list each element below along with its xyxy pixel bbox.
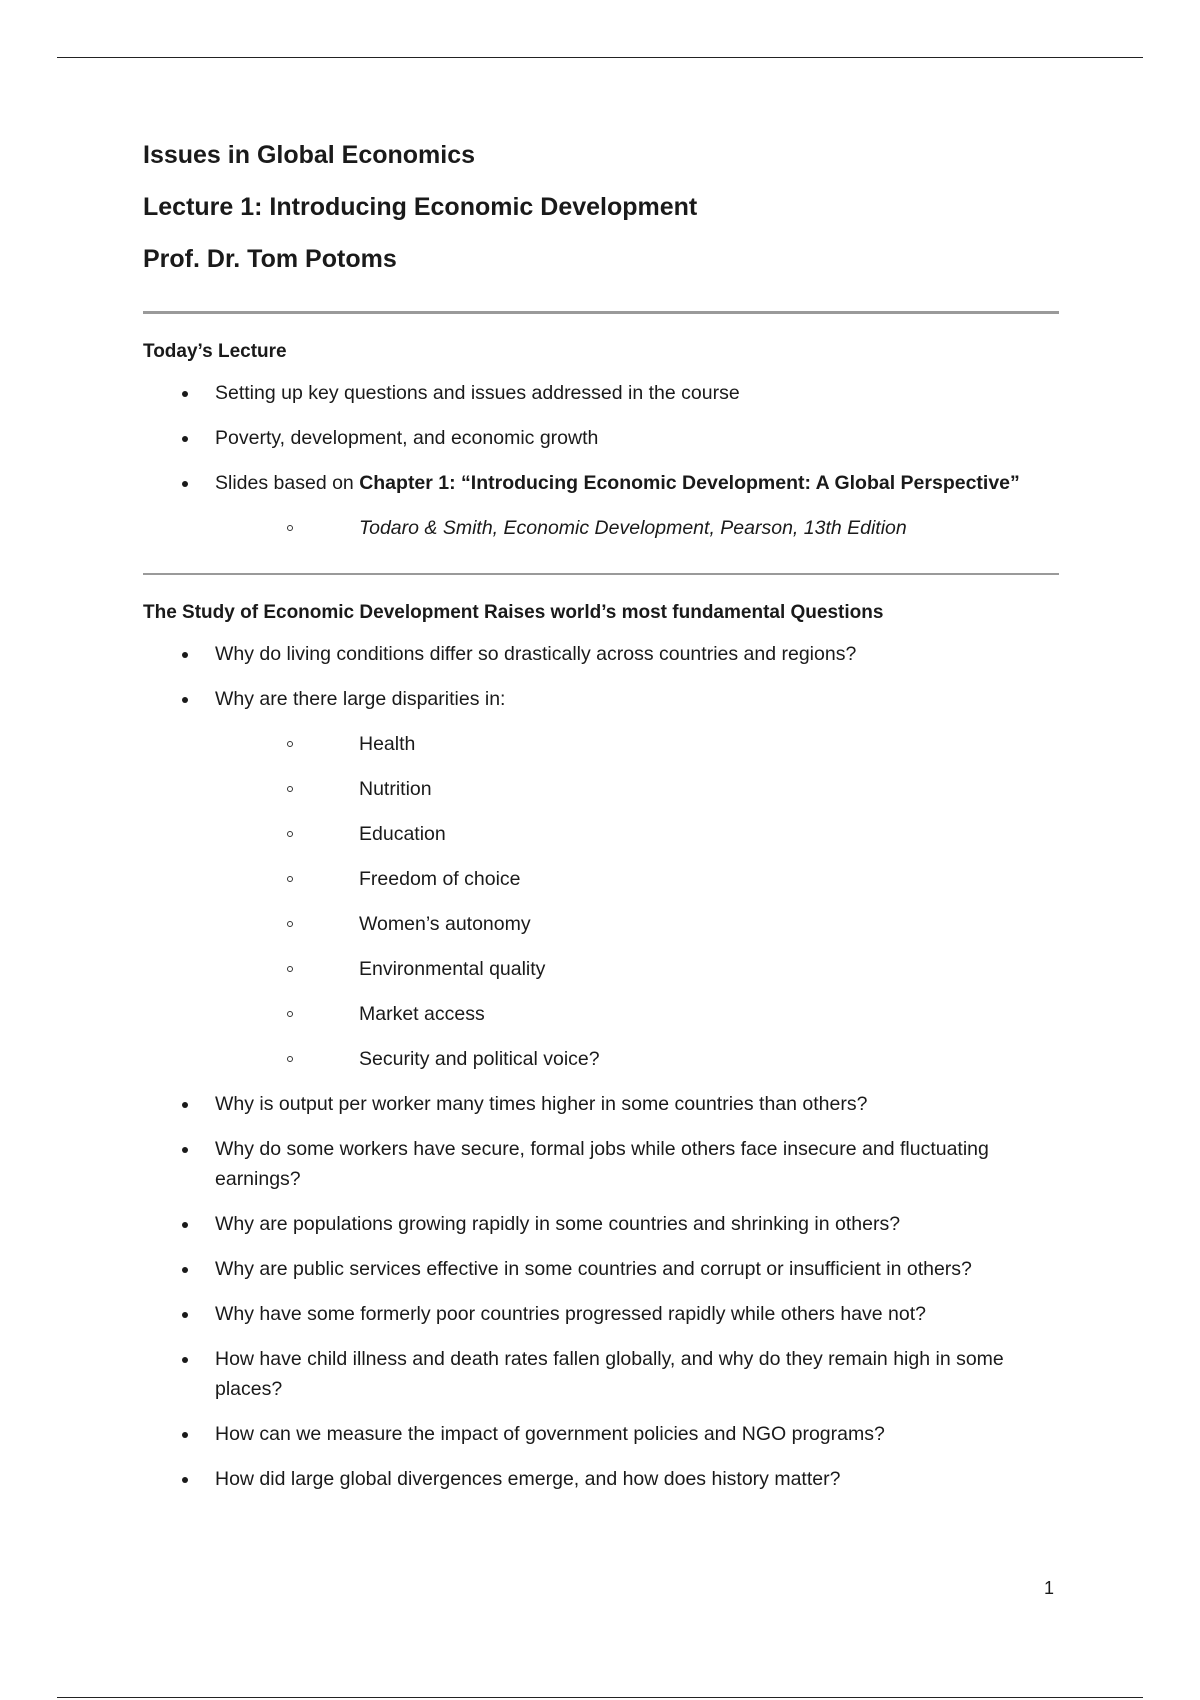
- page-top-rule: [57, 57, 1143, 58]
- page-bottom-rule: [57, 1697, 1143, 1698]
- section-divider: [143, 311, 1059, 314]
- bullet-icon: [182, 1222, 188, 1228]
- bullet-icon: [182, 1312, 188, 1318]
- section-divider: [143, 573, 1059, 575]
- textbook-reference: Todaro & Smith, Economic Development, Pearson, 13th Edition: [359, 517, 907, 539]
- hollow-bullet-icon: [287, 741, 293, 747]
- hollow-bullet-icon: [287, 1056, 293, 1062]
- sub-list-item: Women’s autonomy: [287, 909, 1059, 939]
- sub-list-item: Environmental quality: [287, 954, 1059, 984]
- bullet-icon: [182, 697, 188, 703]
- bullet-icon: [182, 652, 188, 658]
- list-item: Why do living conditions differ so drastically across countries and regions?: [143, 639, 1059, 669]
- bullet-icon: [182, 1477, 188, 1483]
- hollow-bullet-icon: [287, 831, 293, 837]
- list-item: Why have some formerly poor countries progressed rapidly while others have not?: [143, 1299, 1059, 1329]
- list-item: Why is output per worker many times higher in some countries than others?: [143, 1089, 1059, 1119]
- bullet-icon: [182, 1357, 188, 1363]
- list-item: Why are public services effective in some countries and corrupt or insufficient in others?: [143, 1254, 1059, 1284]
- bullet-icon: [182, 481, 188, 487]
- list-item: Why do some workers have secure, formal jobs while others face insecure and fluctuating earnings?: [143, 1134, 1059, 1194]
- sub-list-item: Security and political voice?: [287, 1044, 1059, 1074]
- sub-list-item: Nutrition: [287, 774, 1059, 804]
- list-item: Poverty, development, and economic growth: [143, 423, 1059, 453]
- sub-list-item: Market access: [287, 999, 1059, 1029]
- todays-lecture-list: [143, 378, 1059, 543]
- lecture-title: Lecture 1: Introducing Economic Development: [143, 193, 698, 221]
- hollow-bullet-icon: [287, 921, 293, 927]
- list-item: Why are there large disparities in: Health Nutrition Education Freedom of choice Women’s autonomy Environmental quality Market access Security and political voice?: [143, 684, 1059, 1074]
- professor-name: Prof. Dr. Tom Potoms: [143, 245, 397, 273]
- disparities-list: [215, 729, 1059, 1074]
- list-item: How can we measure the impact of government policies and NGO programs?: [143, 1419, 1059, 1449]
- bullet-icon: [182, 436, 188, 442]
- hollow-bullet-icon: [287, 966, 293, 972]
- hollow-bullet-icon: [287, 876, 293, 882]
- list-item: How have child illness and death rates fallen globally, and why do they remain high in some places?: [143, 1344, 1059, 1404]
- bullet-icon: [182, 1147, 188, 1153]
- hollow-bullet-icon: [287, 1011, 293, 1017]
- chapter-reference: Chapter 1: “Introducing Economic Development: A Global Perspective”: [359, 472, 1020, 494]
- bullet-icon: [182, 1432, 188, 1438]
- sub-list-item: Freedom of choice: [287, 864, 1059, 894]
- list-item: Setting up key questions and issues addressed in the course: [143, 378, 1059, 408]
- course-title: Issues in Global Economics: [143, 141, 476, 169]
- bullet-icon: [182, 1267, 188, 1273]
- hollow-bullet-icon: [287, 786, 293, 792]
- todays-lecture-heading: Today’s Lecture: [143, 341, 287, 362]
- bullet-icon: [182, 1102, 188, 1108]
- sub-list-item: Health: [287, 729, 1059, 759]
- questions-heading: The Study of Economic Development Raises world’s most fundamental Questions: [143, 602, 884, 623]
- list-item: How did large global divergences emerge, and how does history matter?: [143, 1464, 1059, 1494]
- list-item: Why are populations growing rapidly in some countries and shrinking in others?: [143, 1209, 1059, 1239]
- questions-list: [143, 639, 1059, 1494]
- list-item: Slides based on Chapter 1: “Introducing Economic Development: A Global Perspective” Todaro & Smith, Economic Development, Pearson, 13th Edition: [143, 468, 1059, 543]
- page-number: 1: [1044, 1578, 1055, 1598]
- bullet-icon: [182, 391, 188, 397]
- sub-list-item: Education: [287, 819, 1059, 849]
- sub-list: [215, 513, 1059, 543]
- document-body: [143, 140, 1059, 1509]
- sub-list-item: [287, 513, 1059, 543]
- hollow-bullet-icon: [287, 525, 293, 531]
